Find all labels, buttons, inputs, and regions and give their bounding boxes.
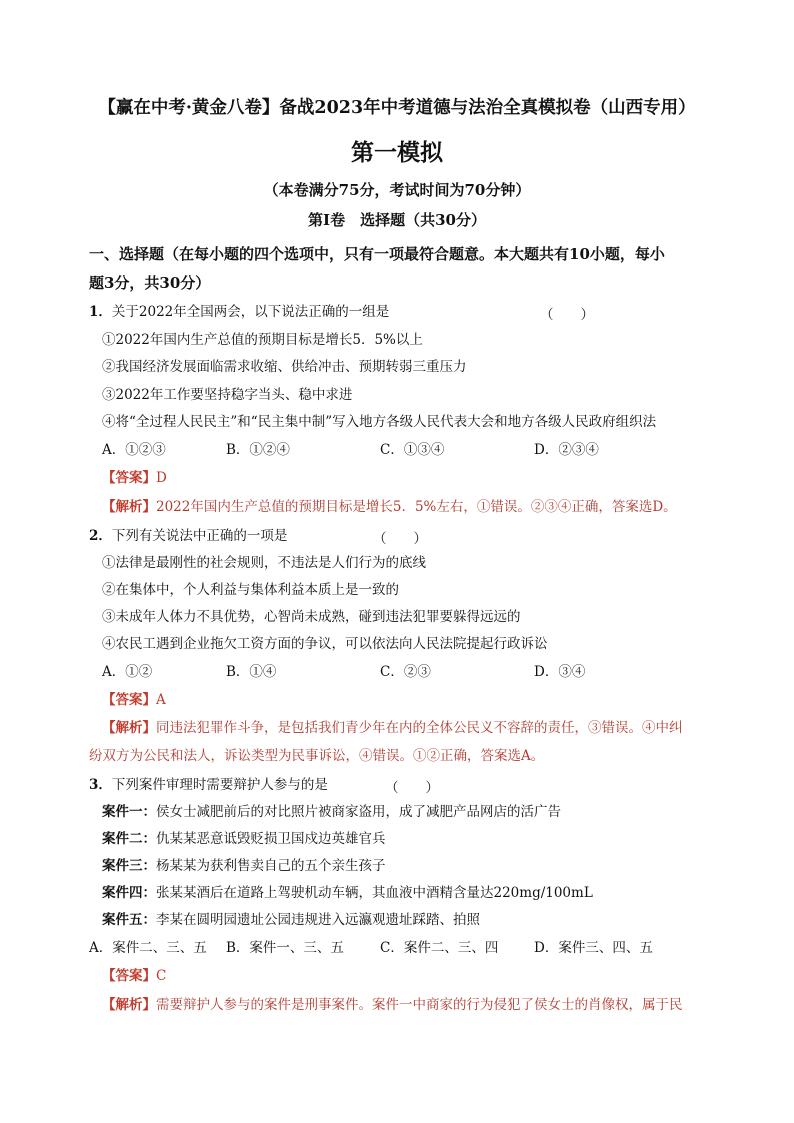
case-label: 案件三： xyxy=(102,858,156,874)
question-text: 下列有关说法中正确的一项是 xyxy=(111,528,288,544)
statement: ③2022年工作要坚持稳字当头、稳中求进 xyxy=(102,387,353,403)
option-c: C．案件二、三、四 xyxy=(380,940,499,956)
case-text: 张某某酒后在道路上驾驶机动车辆，其血液中酒精含量达220mg/100mL xyxy=(156,885,593,901)
case-text: 侯女士减肥前后的对比照片被商家盗用，成了减肥产品网店的活广告 xyxy=(156,804,561,820)
case-label: 案件二： xyxy=(102,831,156,847)
question-2-stem xyxy=(89,527,287,545)
explanation-text: 2022年国内生产总值的预期目标是增长5．5%左右，①错误。②③④正确，答案选D。 xyxy=(156,499,677,515)
section-one-heading-cont: 题3分，共30分） xyxy=(89,274,211,292)
mock-label: 第一模拟 xyxy=(351,139,443,166)
question-text: 下列案件审理时需要辩护人参与的是 xyxy=(111,777,328,793)
explanation-text: 同违法犯罪作斗争，是包括我们青少年在内的全体公民义不容辞的责任，③错误。④中纠 xyxy=(156,720,683,736)
option-b: B．①④ xyxy=(226,664,277,680)
answer-value: D xyxy=(156,470,167,486)
statement: ②我国经济发展面临需求收缩、供给冲击、预期转弱三重压力 xyxy=(102,359,467,375)
case-label: 案件四： xyxy=(102,885,156,901)
case-item xyxy=(102,830,386,848)
answer-tag: 【答案】 xyxy=(102,470,156,486)
statement: ③未成年人体力不具优势，心智尚未成熟，碰到违法犯罪要躲得远远的 xyxy=(102,609,521,625)
answer-line xyxy=(102,691,166,709)
case-label: 案件一： xyxy=(102,804,156,820)
explain-tag: 【解析】 xyxy=(102,720,156,736)
statement: ①法律是最刚性的社会规则，不违法是人们行为的底线 xyxy=(102,555,426,571)
case-item xyxy=(102,857,386,875)
option-c: C．②③ xyxy=(380,664,431,680)
statement: ②在集体中，个人利益与集体利益本质上是一致的 xyxy=(102,582,399,598)
explanation-text: 需要辩护人参与的案件是刑事案件。案件一中商家的行为侵犯了侯女士的肖像权，属于民 xyxy=(156,997,683,1013)
exam-title: 【赢在中考·黄金八卷】备战2023年中考道德与法治全真模拟卷（山西专用） xyxy=(98,98,696,118)
answer-blank: （ ） xyxy=(385,780,439,796)
case-text: 杨某某为获利售卖自己的五个亲生孩子 xyxy=(156,858,386,874)
case-item xyxy=(102,803,561,821)
question-1-stem xyxy=(89,303,389,321)
case-text: 仇某某恶意诋毁贬损卫国戍边英雄官兵 xyxy=(156,831,386,847)
option-a: A．案件二、三、五 xyxy=(89,940,207,956)
case-item xyxy=(102,911,480,929)
case-text: 李某在圆明园遗址公园违规进入远瀛观遗址踩踏、拍照 xyxy=(156,912,480,928)
explanation-line xyxy=(102,498,677,516)
case-label: 案件五： xyxy=(102,912,156,928)
question-3-stem xyxy=(89,776,328,794)
case-item xyxy=(102,884,593,902)
section-one-heading: 一、选择题（在每小题的四个选项中，只有一项最符合题意。本大题共有10小题，每小 xyxy=(89,245,665,263)
answer-line xyxy=(102,967,166,985)
explain-tag: 【解析】 xyxy=(102,499,156,515)
explain-tag: 【解析】 xyxy=(102,997,156,1013)
explanation-text: 纷双方为公民和法人，诉讼类型为民事诉讼，④错误。①②正确，答案选A。 xyxy=(89,748,545,764)
explanation-line xyxy=(102,719,683,737)
option-a: A．①② xyxy=(102,664,153,680)
option-d: D．②③④ xyxy=(534,442,599,458)
answer-blank: （ ） xyxy=(540,307,594,323)
answer-value: A xyxy=(156,692,166,708)
statement: ④农民工遇到企业拖欠工资方面的争议，可以依法向人民法院提起行政诉讼 xyxy=(102,636,548,652)
answer-value: C xyxy=(156,968,167,984)
answer-blank: （ ） xyxy=(373,531,427,547)
question-number: 1． xyxy=(89,304,112,320)
question-number: 2． xyxy=(89,528,112,544)
section-title: 第Ⅰ卷 选择题（共30分） xyxy=(308,211,486,229)
statement: ④将“全过程人民民主”和“民主集中制”写入地方各级人民代表大会和地方各级人民政府组织法 xyxy=(102,414,657,430)
question-text: 关于2022年全国两会，以下说法正确的一组是 xyxy=(111,304,390,320)
answer-line xyxy=(102,469,167,487)
answer-tag: 【答案】 xyxy=(102,692,156,708)
option-a: A．①②③ xyxy=(102,442,166,458)
statement: ①2022年国内生产总值的预期目标是增长5．5%以上 xyxy=(102,332,423,348)
exam-info: （本卷满分75分，考试时间为70分钟） xyxy=(263,181,531,199)
explanation-line xyxy=(102,996,683,1014)
answer-tag: 【答案】 xyxy=(102,968,156,984)
option-b: B．案件一、三、五 xyxy=(226,940,344,956)
explanation-line-cont xyxy=(89,747,544,765)
option-d: D．③④ xyxy=(534,664,586,680)
option-c: C．①③④ xyxy=(380,442,445,458)
option-d: D．案件三、四、五 xyxy=(534,940,653,956)
question-number: 3． xyxy=(89,777,112,793)
option-b: B．①②④ xyxy=(226,442,290,458)
